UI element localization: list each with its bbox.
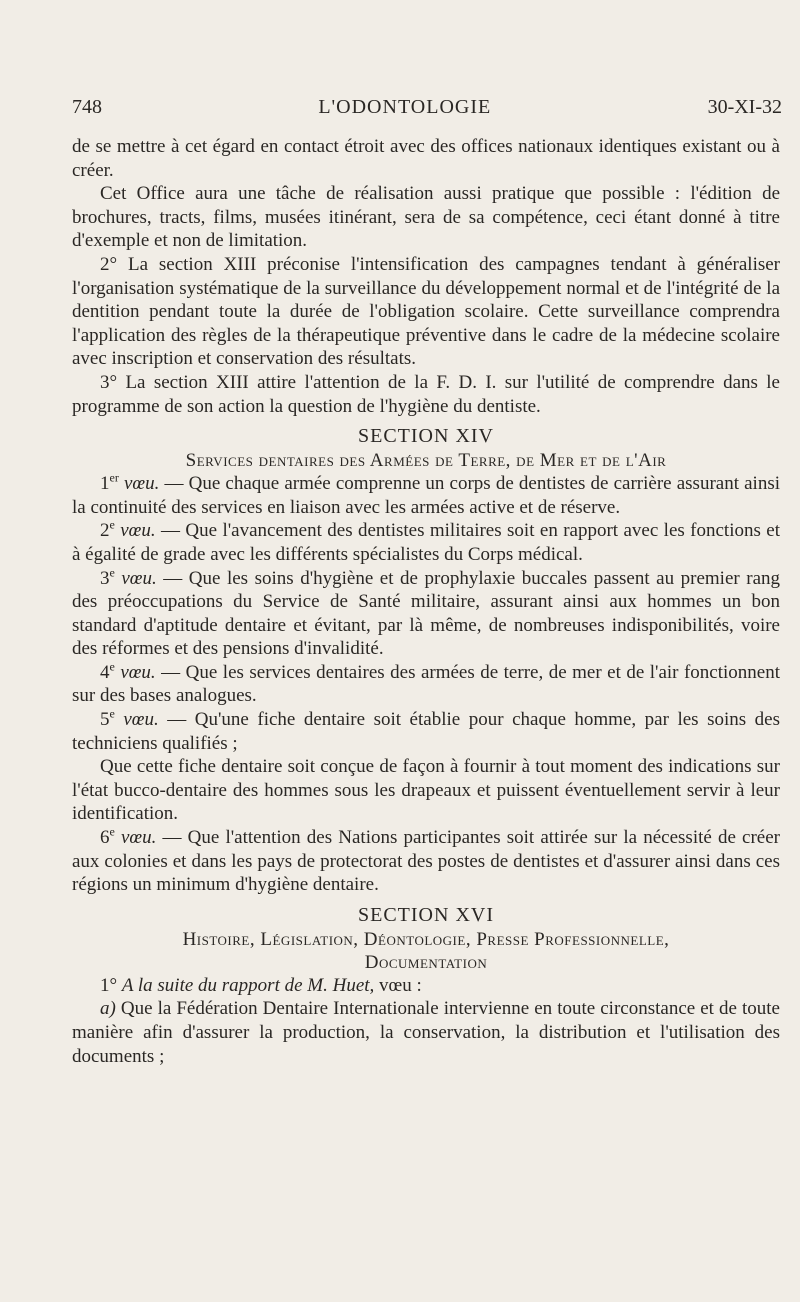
- paragraph: 1° A la suite du rapport de M. Huet, vœu :: [100, 974, 422, 996]
- voeu-item: 6e vœu. — Que l'attention des Nations participantes soit attirée sur la nécessité de créer aux colonies et dans les pays de protectorat des postes de dentistes et d'assurer ainsi dans ces régions un minimum d'hygiène dentaire.: [72, 824, 780, 896]
- journal-title: L'ODONTOLOGIE: [318, 96, 492, 118]
- section-heading: SECTION XVI: [358, 903, 494, 926]
- running-header: [72, 96, 782, 119]
- body-text: [72, 135, 780, 1068]
- section-subtitle: Services dentaires des Armées de Terre, de Mer et de l'Air: [185, 450, 667, 472]
- paragraph: 3° La section XIII attire l'attention de la F. D. I. sur l'utilité de comprendre dans le programme de son action la question de l'hygiène du dentiste.: [72, 371, 780, 417]
- paragraph: a) Que la Fédération Dentaire Internationale intervienne en toute circonstance et de toute manière afin d'assurer la production, la conservation, la distribution et l'utilisation des documents ;: [72, 998, 780, 1067]
- voeu-item: 2e vœu. — Que l'avancement des dentistes militaires soit en rapport avec les fonctions et à égalité de grade avec les différents spécialistes du Corps médical.: [72, 517, 780, 565]
- voeu-item: 3e vœu. — Que les soins d'hygiène et de prophylaxie buccales passent au premier rang des préoccupations du Service de Santé militaire, assurant ainsi aux hommes un bon standard d'aptitude dentaire et évitant, par là même, de nombreuses indisponibilités, voire des réformes et des pensions d'invalidité.: [72, 565, 780, 660]
- section-subtitle: Documentation: [364, 951, 488, 973]
- voeu-item: 1er vœu. — Que chaque armée comprenne un corps de dentistes de carrière assurant ainsi la continuité des services en liaison avec les armées active et de réserve.: [72, 470, 780, 518]
- voeu-item: 4e vœu. — Que les services dentaires des armées de terre, de mer et de l'air fonctionnent sur des bases analogues.: [72, 659, 781, 707]
- issue-date: 30-XI-32: [707, 96, 782, 118]
- page-number: 748: [72, 96, 102, 118]
- voeu-item: 5e vœu. — Qu'une fiche dentaire soit établie pour chaque homme, par les soins des techniciens qualifiés ;: [72, 706, 781, 754]
- paragraph: 2° La section XIII préconise l'intensification des campagnes tendant à généraliser l'organisation systématique de la surveillance du développement normal et de l'intégrité de la dentition pendant toute la durée de l'obligation scolaire. Cette surveillance comprendra l'application des règles de la thérapeutique préventive dans le cadre de la médecine scolaire avec inscription et conservation des résultats.: [72, 253, 780, 370]
- paragraph: de se mettre à cet égard en contact étroit avec des offices nationaux identiques existant ou à créer.: [72, 136, 780, 181]
- paragraph: Que cette fiche dentaire soit conçue de façon à fournir à tout moment des indications sur l'état bucco-dentaire des hommes sous les drapeaux et puissent éventuellement servir à leur identification.: [72, 756, 780, 825]
- section-heading: SECTION XIV: [358, 425, 494, 448]
- section-subtitle: Histoire, Législation, Déontologie, Presse Professionnelle,: [182, 928, 670, 950]
- paragraph: Cet Office aura une tâche de réalisation aussi pratique que possible : l'édition de brochures, tracts, films, musées itinérant, sera de sa compétence, ceci étant donné à titre d'exemple et non de limitation.: [72, 183, 780, 252]
